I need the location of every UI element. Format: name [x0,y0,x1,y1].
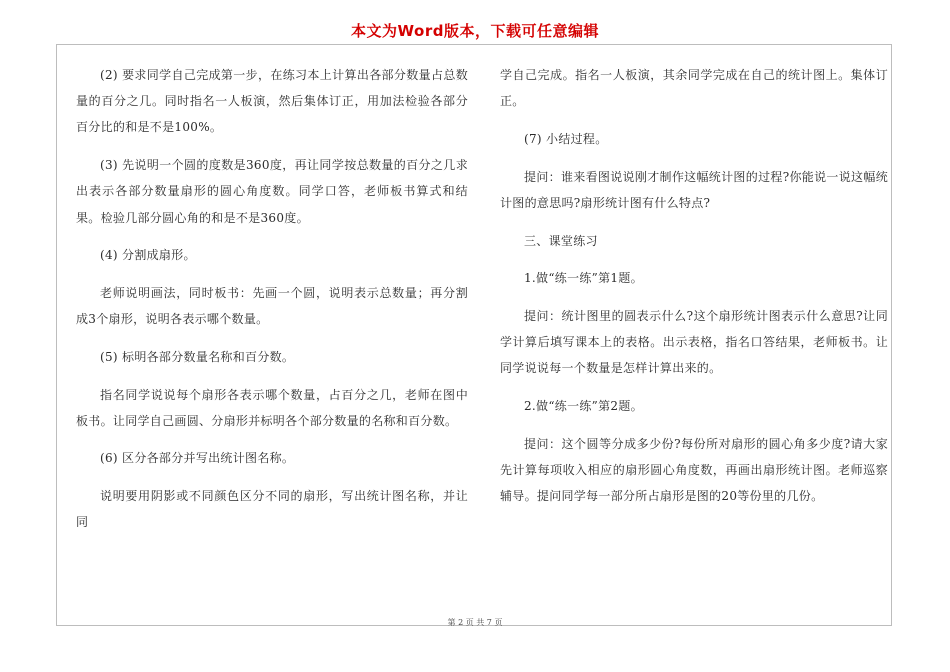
paragraph: 1.做“练一练”第1题。 [524,271,643,286]
paragraph: (6) 区分各部分并写出统计图名称。 [100,451,295,466]
paragraph: (5) 标明各部分数量名称和百分数。 [100,349,295,364]
paragraph: 老师说明画法，同时板书：先画一个圆，说明表示总数量；再分割成3个扇形，说明各表示哪个数量。 [76,285,468,327]
paragraph: (2) 要求同学自己完成第一步，在练习本上计算出各部分数量占总数量的百分之几。同时指名一人板演，然后集体订正，用加法检验各部分百分比的和是不是100%。 [76,68,468,135]
right-column [500,62,888,521]
paragraph: 2.做“练一练”第2题。 [524,399,643,414]
paragraph: 指名同学说说每个扇形各表示哪个数量，占百分之几，老师在图中板书。让同学自己画圆、分扇形并标明各个部分数量的名称和百分数。 [76,387,468,428]
paragraph: (3) 先说明一个圆的度数是360度，再让同学按总数量的百分之几求出表示各部分数量扇形的圆心角度数。同学口答，老师板书算式和结果。检验几部分圆心角的和是不是360度。 [76,158,468,225]
download-banner: 本文为Word版本，下载可任意编辑 [351,22,599,40]
left-column [76,62,468,547]
paragraph: (4) 分割成扇形。 [100,248,196,263]
paragraph: 提问：统计图里的圆表示什么?这个扇形统计图表示什么意思?让同学计算后填写课本上的表格。出示表格，指名口答结果，老师板书。让同学说说每一个数量是怎样计算出来的。 [500,308,888,376]
section-heading: 三、课堂练习 [524,233,598,248]
paragraph: (7) 小结过程。 [524,131,608,146]
paragraph: 提问：这个圆等分成多少份?每份所对扇形的圆心角多少度?请大家先计算每项收入相应的扇形圆心角度数，再画出扇形统计图。老师巡察辅导。提问同学每一部分所占扇形是图的20等份里的几份。 [500,436,888,504]
paragraph: 提问：谁来看图说说刚才制作这幅统计图的过程?你能说一说这幅统计图的意思吗?扇形统计图有什么特点? [500,169,888,210]
paragraph-continuation: 学自己完成。指名一人板演，其余同学完成在自己的统计图上。集体订正。 [500,68,888,109]
paragraph: 说明要用阴影或不同颜色区分不同的扇形，写出统计图名称，并让同 [76,489,468,530]
page-number: 第 2 页 共 7 页 [447,618,503,627]
